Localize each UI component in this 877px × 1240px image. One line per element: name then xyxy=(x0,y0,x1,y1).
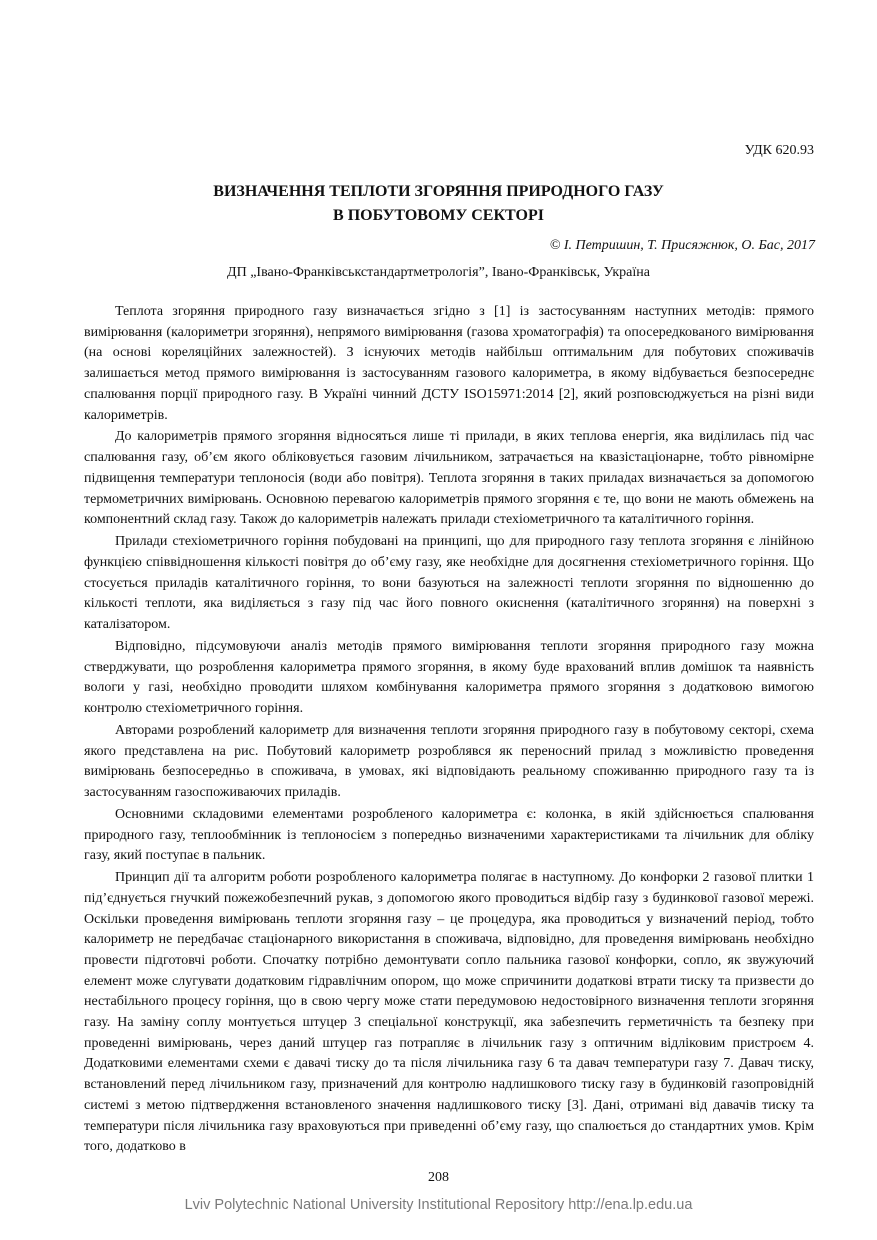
authors: © І. Петришин, Т. Присяжнюк, О. Бас, 2017 xyxy=(549,238,815,253)
udc-code: УДК 620.93 xyxy=(744,143,814,158)
body-text xyxy=(84,302,814,1159)
affiliation: ДП „Івано-Франківськстандартметрологія”, Івано-Франківськ, Україна xyxy=(227,265,650,280)
paragraph: Принцип дії та алгоритм роботи розробленого калориметра полягає в наступному. До конфорки 2 газової плитки 1 під’єднується гнучкий пожежобезпечний рукав, з допомогою якого проводиться відбір газу з будинкової газової мережі. Оскільки проведення вимірювань теплоти згоряння газу – це процедура, яка проводиться у визначений період, тобто калориметр не передбачає стаціонарного використання в споживача, відповідно, для проведення вимірювань необхідно провести підготовчі роботи. Спочатку потрібно демонтувати сопло пальника газової конфорки, сопло, як звужуючий елемент може слугувати додатковим гідравлічним опором, що може спричинити додаткові втрати тиску та призвести до нестабільного процесу горіння, що в свою чергу може стати передумовою недостовірного визначення теплоти згоряння газу. На заміну соплу монтується штуцер 3 спеціальної конструкції, яка забезпечить герметичність та безпеку при проведенні вимірювань, через даний штуцер газ потрапляє в лічильник газу з оптичним відліковим пристроєм 4. Додатковими елементами схеми є давачі тиску до та після лічильника газу 6 та давач температури газу 7. Давач тиску, встановлений перед лічильником газу, призначений для контролю надлишкового тиску газу в будинковій газопровідній системі з метою підтвердження встановленого значення надлишкового тиску [3]. Дані, отримані від давачів тиску та температури після лічильника газу враховуються при приведенні об’єму газу, що спалюється до стандартних умов. Крім того, додатково в xyxy=(84,870,814,1155)
title-line-2: В ПОБУТОВОМУ СЕКТОРІ xyxy=(333,207,544,224)
paragraph: Прилади стехіометричного горіння побудовані на принципі, що для природного газу теплота згоряння є лінійною функцією співвідношення кількості повітря до об’єму газу, яке необхідне для досягнення стехіометричного горіння. Що стосується приладів каталітичного горіння, то вони базуються на залежності теплоти згоряння по відношенню до кількості теплоти, яка виділяється з газу під час його повного окиснення (каталітичного згоряння) на поверхні з каталізатором. xyxy=(84,534,814,632)
paragraph: Відповідно, підсумовуючи аналіз методів прямого вимірювання теплоти згоряння природного газу можна стверджувати, що розроблення калориметра прямого згоряння, в якому буде врахований вплив домішок та наявність вологи у газі, необхідно проводити шляхом комбінування калориметра прямого згоряння з додатковою вимогою контролю стехіометричного горіння. xyxy=(84,638,814,716)
title-line-1: ВИЗНАЧЕННЯ ТЕПЛОТИ ЗГОРЯННЯ ПРИРОДНОГО ГАЗУ xyxy=(213,183,664,200)
repository-footer: Lviv Polytechnic National University Institutional Repository http://ena.lp.edu.ua xyxy=(184,1197,693,1213)
page-number: 208 xyxy=(428,1170,449,1185)
paragraph: Основними складовими елементами розробленого калориметра є: колонка, в якій здійснюється спалювання природного газу, теплообмінник із теплоносієм з попередньо визначеними характеристиками та лічильник для обліку газу, який поступає в пальник. xyxy=(84,806,814,864)
paragraph: До калориметрів прямого згоряння відносяться лише ті прилади, в яких теплова енергія, яка виділилась під час спалювання газу, об’єм якого обліковується газовим лічильником, затрачається на квазістаціонарне, тобто рівномірне підвищення температури теплоносія (води або повітря). Теплота згоряння в таких приладах визначається за допомогою термометричних вимірювань. Основною перевагою калориметрів прямого згоряння є те, що вони не мають обмежень на компонентний склад газу. Також до калориметрів належать прилади стехіометричного та каталітичного горіння. xyxy=(84,429,814,528)
paragraph: Теплота згоряння природного газу визначається згідно з [1] із застосуванням наступних методів: прямого вимірювання (калориметри згоряння), непрямого вимірювання (газова хроматографія) та опосередкованого вимірювання (на основі кореляційних залежностей). З існуючих методів найбільш оптимальним для побутових споживачів залишається метод прямого вимірювання із застосуванням газового калориметра, в якому відбувається безпосереднє спалювання порції природного газу. В Україні чинний ДСТУ ISO15971:2014 [2], який розповсюджується на різні види калориметрів. xyxy=(84,304,814,423)
paper-title xyxy=(0,180,877,228)
paragraph: Авторами розроблений калориметр для визначення теплоти згоряння природного газу в побутовому секторі, схема якого представлена на рис. Побутовий калориметр розроблявся як переносний прилад з можливістю проведення вимірювань безпосередньо в споживача, в умовах, які відповідають реальному споживанню природного газу та із застосуванням газоспоживаючих приладів. xyxy=(84,722,814,800)
